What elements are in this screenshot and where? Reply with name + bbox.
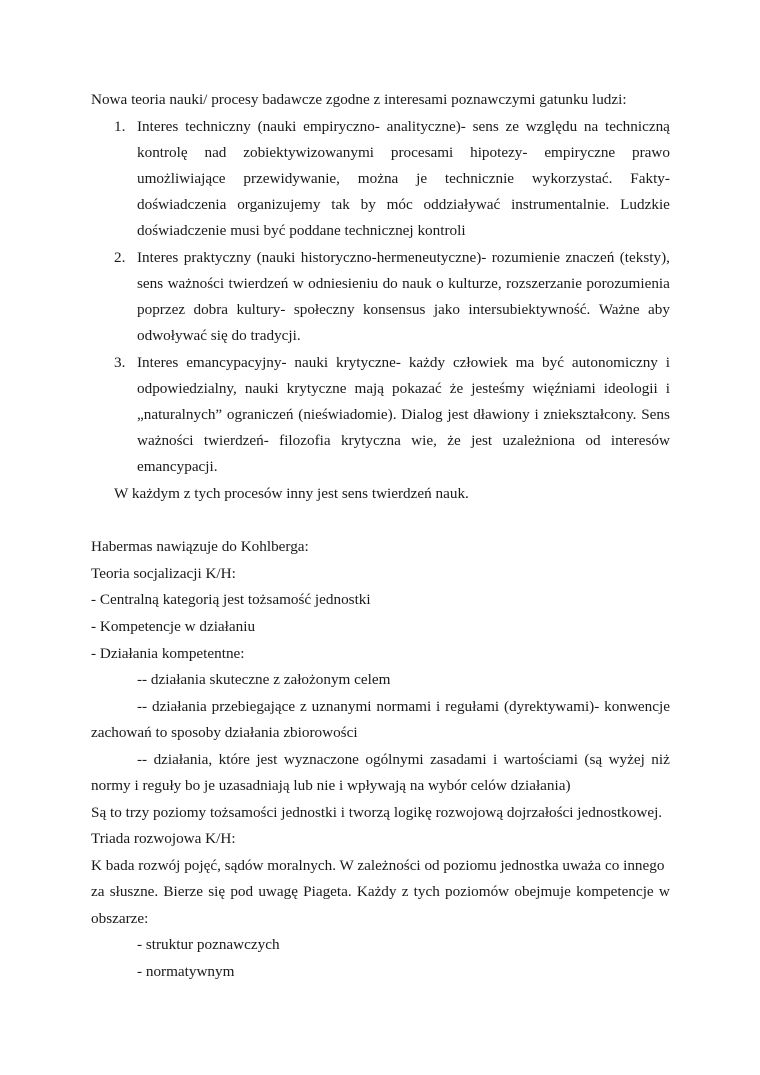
paragraph-line: K bada rozwój pojęć, sądów moralnych. W zależności od poziomu jednostka uważa co innego xyxy=(91,857,665,874)
word: filozofia xyxy=(279,432,331,449)
word: i xyxy=(534,406,539,423)
word: i xyxy=(665,380,670,397)
word: hipotezy- xyxy=(470,144,528,161)
word: konsensus xyxy=(362,301,426,318)
subheading: Teoria socjalizacji K/H: xyxy=(91,565,236,582)
word: ze xyxy=(505,118,519,135)
word: (nauki xyxy=(256,249,296,266)
word: -- xyxy=(137,751,148,768)
word: jest xyxy=(471,432,493,449)
word: wykorzystać. xyxy=(531,170,613,187)
word: wyznaczone xyxy=(283,751,359,768)
word: jest xyxy=(447,406,469,423)
word: przebiegające xyxy=(211,698,296,715)
word: Interes xyxy=(137,249,179,266)
word: Ważne xyxy=(598,301,640,318)
word: jako xyxy=(433,301,460,318)
word: by xyxy=(360,196,376,213)
list-item-line xyxy=(137,380,670,398)
word: konwencje xyxy=(604,698,670,715)
paragraph-line: obszarze: xyxy=(91,910,149,927)
word: twierdzeń- xyxy=(203,432,269,449)
list-item-line xyxy=(137,144,670,162)
word: niż xyxy=(651,751,670,768)
word: i xyxy=(493,751,498,768)
word: krytyczna xyxy=(340,432,401,449)
word: ogólnymi xyxy=(365,751,424,768)
word: „naturalnych” xyxy=(137,406,223,423)
word: krytyczne xyxy=(286,380,347,397)
word: prawo xyxy=(632,144,670,161)
word: poprzez xyxy=(137,301,186,318)
bullet-line: - Działania kompetentne: xyxy=(91,645,245,662)
section-heading: Habermas nawiązuje do Kohlberga: xyxy=(91,538,309,555)
word: za xyxy=(91,883,105,900)
word: o xyxy=(436,275,444,292)
word: autonomiczny xyxy=(571,354,658,371)
word: się xyxy=(208,883,226,900)
word: względu xyxy=(525,118,578,135)
list-item-line xyxy=(137,432,670,450)
word: ważności xyxy=(167,275,225,292)
word: organizujemy xyxy=(237,196,321,213)
word: można xyxy=(357,170,399,187)
word: na xyxy=(583,118,599,135)
word: (są xyxy=(584,751,603,768)
word: ważności xyxy=(137,432,194,449)
word: Bierze xyxy=(163,883,204,900)
word: analityczne)- xyxy=(386,118,466,135)
paragraph-line: Są to trzy poziomy tożsamości jednostki i tworzą logikę rozwojową dojrzałości jednostkowej. xyxy=(91,804,663,821)
word: sens xyxy=(472,118,499,135)
word: z xyxy=(401,883,409,900)
bullet-line: - normatywnym xyxy=(137,963,235,980)
word: i xyxy=(665,354,670,371)
word: doświadczenia xyxy=(137,196,227,213)
word: aby xyxy=(648,301,670,318)
word: nauk xyxy=(402,275,432,292)
word: nauki xyxy=(244,380,279,397)
word: interesów xyxy=(610,432,670,449)
word: ma xyxy=(515,354,535,371)
word: uzależniona xyxy=(502,432,576,449)
word: oddziaływać xyxy=(423,196,501,213)
word: -- xyxy=(137,698,148,715)
word: odniesieniu xyxy=(308,275,379,292)
word: mają xyxy=(354,380,385,397)
word: pod xyxy=(230,883,254,900)
list-item-line: odwoływać się do tradycji. xyxy=(137,327,301,344)
word: w xyxy=(292,275,304,292)
word: jest xyxy=(256,751,278,768)
word: (nauki xyxy=(257,118,297,135)
list-number: 1. xyxy=(114,118,126,135)
word: Piageta. xyxy=(303,883,352,900)
word: technicznie xyxy=(444,170,515,187)
word: w xyxy=(658,883,670,900)
word: techniczny xyxy=(185,118,251,135)
word: Interes xyxy=(137,118,179,135)
word: że xyxy=(447,432,461,449)
word: sens xyxy=(137,275,164,292)
word: być xyxy=(542,354,564,371)
word: normami xyxy=(376,698,432,715)
word: ideologii xyxy=(603,380,658,397)
list-item-line xyxy=(137,354,670,372)
continuation-line: normy i reguły bo je uzasadniają lub nie i wpływają na wybór celów działania) xyxy=(91,777,571,794)
word: kulturze, xyxy=(448,275,502,292)
word: pokazać xyxy=(392,380,442,397)
word: (nieświadomie). xyxy=(298,406,397,423)
subheading: Triada rozwojowa K/H: xyxy=(91,830,236,847)
word: wie, xyxy=(411,432,437,449)
list-item-line xyxy=(137,275,670,293)
word: obejmuje xyxy=(514,883,571,900)
word: słuszne. xyxy=(109,883,159,900)
word: umożliwiające xyxy=(137,170,226,187)
list-summary-line: W każdym z tych procesów inny jest sens twierdzeń nauk. xyxy=(114,485,469,502)
word: kontrolę xyxy=(137,144,188,161)
word: kultury- xyxy=(236,301,286,318)
word: przewidywanie, xyxy=(243,170,340,187)
word: historyczno-hermeneutyczne)- xyxy=(300,249,487,266)
word: Dialog xyxy=(401,406,443,423)
word: Interes xyxy=(137,354,179,371)
word: nad xyxy=(204,144,227,161)
word: społeczny xyxy=(293,301,355,318)
word: rozszerzanie xyxy=(506,275,582,292)
word: instrumentalnie. xyxy=(511,196,610,213)
list-item-line xyxy=(137,406,670,424)
word: uznanymi xyxy=(311,698,372,715)
bullet-line: - Centralną kategorią jest tożsamość jednostki xyxy=(91,591,371,608)
word: jesteśmy xyxy=(471,380,525,397)
word: tych xyxy=(413,883,440,900)
word: (dyrektywami)- xyxy=(503,698,600,715)
bullet-line: - struktur poznawczych xyxy=(137,936,280,953)
word: empiryczno- xyxy=(303,118,380,135)
word: Ludzkie xyxy=(620,196,670,213)
word: więźniami xyxy=(532,380,596,397)
list-number: 2. xyxy=(114,249,126,266)
list-number: 3. xyxy=(114,354,126,371)
word: każdy xyxy=(408,354,446,371)
list-item-line xyxy=(137,118,670,136)
word: dobra xyxy=(193,301,229,318)
word: wyżej xyxy=(608,751,645,768)
word: działania, xyxy=(153,751,213,768)
sub-bullet-line xyxy=(137,698,670,716)
list-item-line xyxy=(137,301,670,319)
word: krytyczne- xyxy=(336,354,401,371)
word: emancypacyjny- xyxy=(186,354,287,371)
word: móc xyxy=(386,196,413,213)
word: że xyxy=(449,380,464,397)
word: które xyxy=(218,751,250,768)
continuation-line: zachowań to sposoby działania zbiorowości xyxy=(91,724,358,741)
word: empiryczne xyxy=(544,144,616,161)
word: zobiektywizowanymi xyxy=(243,144,374,161)
list-item-line xyxy=(137,170,670,188)
word: kompetencje xyxy=(576,883,654,900)
word: intersubiektywność. xyxy=(468,301,591,318)
word: twierdzeń xyxy=(228,275,289,292)
word: od xyxy=(585,432,601,449)
word: wartościami xyxy=(503,751,578,768)
list-item-line xyxy=(137,249,670,267)
word: do xyxy=(382,275,398,292)
word: dławiony xyxy=(473,406,530,423)
sub-bullet-line: -- działania skuteczne z założonym celem xyxy=(137,671,391,688)
word: uwagę xyxy=(258,883,298,900)
word: rozumienie xyxy=(491,249,561,266)
word: poziomów xyxy=(445,883,510,900)
word: porozumienia xyxy=(586,275,670,292)
word: znaczeń xyxy=(565,249,615,266)
sub-bullet-line xyxy=(137,751,670,769)
list-item-line: emancypacji. xyxy=(137,458,218,475)
list-item-line: doświadczenie musi być poddane technicznej kontroli xyxy=(137,222,466,239)
word: i xyxy=(436,698,441,715)
word: techniczną xyxy=(604,118,670,135)
word: (teksty), xyxy=(619,249,670,266)
intro-line: Nowa teoria nauki/ procesy badawcze zgodne z interesami poznawczymi gatunku ludzi: xyxy=(91,91,627,108)
word: Każdy xyxy=(356,883,397,900)
list-item-line xyxy=(137,196,670,214)
word: działania xyxy=(151,698,207,715)
word: zniekształcony. xyxy=(543,406,637,423)
word: Fakty- xyxy=(630,170,670,187)
word: praktyczny xyxy=(183,249,252,266)
word: odpowiedzialny, xyxy=(137,380,237,397)
word: ograniczeń xyxy=(226,406,294,423)
word: zasadami xyxy=(430,751,487,768)
word: je xyxy=(416,170,428,187)
word: z xyxy=(299,698,307,715)
word: procesami xyxy=(390,144,454,161)
word: regułami xyxy=(445,698,500,715)
bullet-line: - Kompetencje w działaniu xyxy=(91,618,256,635)
word: nauki xyxy=(294,354,329,371)
word: Sens xyxy=(641,406,670,423)
word: człowiek xyxy=(452,354,508,371)
paragraph-line xyxy=(91,883,670,901)
word: tak xyxy=(331,196,350,213)
